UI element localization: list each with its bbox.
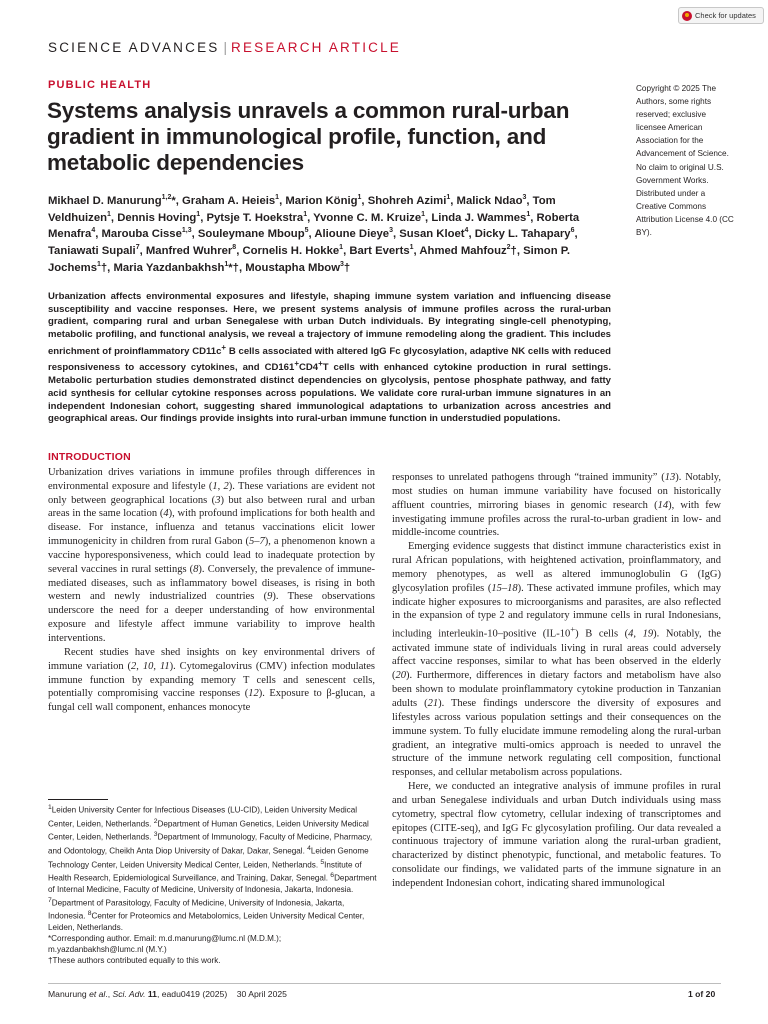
body-paragraph: Here, we conducted an integrative analysis of immune profiles in rural and urban Senegalese individuals and urban Dutch individuals using mass cytometry, spectral flow cytometry, cellular indexing of transcriptomes and epitopes (CITE-seq), and IgG Fc glycosylation profiling. Our data revealed a continuous trajectory of immune variation along the rural-urban gradient, characterized by distinct phenotypic, functional, and metabolic features. To consolidate our findings, we validated parts of the immune signature in an independent Indonesian cohort, indicating shared immunological <box>392 781 721 889</box>
corresponding-author: *Corresponding author. Email: m.d.manurung@lumc.nl (M.D.M.); m.yazdanbakhsh@lumc.nl (M.Y.) <box>48 933 282 954</box>
author-list: Mikhael D. Manurung$^{1,2}$*, Graham A. Heieis$^1$, Marion König$^1$, Shohreh Azimi$^1$, Malick Ndao$^3$, Tom Veldhuizen$^1$, Dennis Hoving$^1$, Pytsje T. Hoekstra$^1$, Yvonne C. M. Kruize$^1$, Linda J. Wammes$^1$, Roberta Menafra$^4$, Marouba Cisse$^{1,3}$, Souleymane Mboup$^5$, Alioune Dieye$^3$, Susan Kloet$^4$, Dicky L. Tahapary$^6$, Taniawati Supali$^7$, Manfred Wuhrer$^8$, Cornelis H. Hokke$^1$, Bart Everts$^1$, Ahmed Mahfouz$^2$†, Simon P. Jochems$^1$†, Maria Yazdanbakhsh$^1$*†, Moustapha Mbow$^3$† <box>48 194 580 274</box>
footer-divider <box>48 983 721 984</box>
body-paragraph: responses to unrelated pathogens through “trained immunity” (13). Notably, most studies on human immune variability have focused on historically affluent countries, mirroring biases in genomic research (14), with few investigating immune profiles across the rural-to-urban gradient in low- and middle-income countries. <box>392 472 722 539</box>
body-paragraph: Emerging evidence suggests that distinct immune characteristics exist in rural African populations, with heightened activation, proinflammatory, and memory phenotypes, as well as altered immunoglobulin G (IgG) glycosylation profiles (15–18). These activated immune profiles, which may indicate higher exposures to microorganisms and parasites, are also reflected in the expansion of type 2 and regulatory immune cells in rural Indonesians, including interleukin-10–positive (IL-10+) B cells (4, 19). Notably, the activated immune state of individuals living in rural areas could adversely affect vaccine responses, similar to what has been observed in the elderly (20). Furthermore, differences in dietary factors and metabolism have also been shown to modulate proinflammatory cytokine production in Tanzanian adults (21). These findings underscore the diversity of exposures and lifestyles across various population settings and their consequences on the immune system. To fully elucidate immune remodeling along the rural-urban gradient, an integrative multi-omics approach is needed to unravel the structure of the immune network regulating cell composition, functional responses, and cellular metabolism across populations. <box>392 541 722 779</box>
equal-contribution-note: †These authors contributed equally to this work. <box>48 955 221 965</box>
footer-citation: Manurung et al., Sci. Adv. 11, eadu0419 (2025) 30 April 2025 <box>48 989 287 999</box>
crossmark-icon <box>682 11 692 21</box>
affiliations: $^1$Leiden University Center for Infectious Diseases (LU-CID), Leiden University Medical Center, Leiden, Netherlands. $^2$Department of Human Genetics, Leiden University Medical Center, Leiden, Netherlands. $^3$Department of Immunology, Faculty of Medicine, Pharmacy, and Odontology, Cheikh Anta Diop University of Dakar, Dakar, Senegal. $^4$Leiden Genome Technology Center, Leiden University Medical Center, Leiden, Netherlands. $^5$Institute of Health Research, Epidemiological Surveillance, and Training, Dakar, Senegal. $^6$Department of Internal Medicine, Faculty of Medicine, University of Indonesia, Jakarta, Indonesia. $^7$Department of Parasitology, Faculty of Medicine, University of Indonesia, Jakarta, Indonesia. $^8$Center for Proteomics and Metabolomics, Leiden University Medical Center, Leiden, Netherlands. <box>48 804 377 932</box>
affiliation-footnotes <box>48 803 378 967</box>
journal-name: SCIENCE ADVANCES <box>48 40 220 55</box>
copyright-notice: Copyright © 2025 The Authors, some rights reserved; exclusive licensee American Association for the Advancement of Science. No claim to original U.S. Government Works. Distributed under a Creative Commons Attribution License 4.0 (CC BY). <box>636 84 734 238</box>
body-paragraph: Urbanization drives variations in immune profiles through differences in environmental exposure and lifestyle (1, 2). These variations are evident not only between geographical locations (3) but also between rural and urban areas in the same location (4), with profound implications for both health and disease. For instance, influenza and tetanus vaccinations elicit lower immunogenicity in children from rural Gabon (5–7), a phenomenon known a vaccine hyporesponsiveness, which could lead to inadequate protection by several vaccines in rural settings (8). Conversely, the prevalence of immune-mediated diseases, such as inflammatory bowel diseases, is rising in both western and newly industrialized countries (9). These observations underscore the need for a deeper understanding of how environmental exposure and lifestyle affect immune variability to improve health interventions. <box>48 466 376 644</box>
body-paragraph: Recent studies have shed insights on key environmental drivers of immune variation (2, 10, 11). Cytomegalovirus (CMV) infection modulates immune function by expanding memory T cells and senescent cells, potentially compromising vaccine responses (12). Exposure to β-glucan, a fungal cell wall component, enhances monocyte <box>48 646 376 714</box>
page-number: 1 of 20 <box>688 989 716 999</box>
footnote-divider <box>48 799 108 800</box>
article-type: RESEARCH ARTICLE <box>231 40 402 55</box>
check-for-updates-label: Check for updates <box>695 11 756 20</box>
body-column-left <box>48 451 375 715</box>
check-for-updates-button[interactable] <box>678 7 764 24</box>
body-column-right <box>392 471 721 891</box>
section-tag: PUBLIC HEALTH <box>48 79 152 91</box>
journal-separator: | <box>223 40 228 55</box>
section-heading: INTRODUCTION <box>48 451 131 463</box>
journal-header <box>48 40 401 55</box>
abstract: Urbanization affects environmental exposures and lifestyle, shaping immune system variation and influencing disease susceptibility and vaccine responses. Here, we present systems analysis of immune profiles across the rural-urban gradient, comparing rural and urban Senegalese with urban Dutch individuals. By integrating single-cell phenotyping, metabolic profiling, and functional analysis, we reveal a trajectory of immune remodeling along the gradient. This includes enrichment of proinflammatory CD11c+ B cells associated with altered IgG Fc glycosylation, adaptive NK cells with reduced responsiveness to accessory cytokines, and CD161+CD4+T cells with enhanced cytokine production in rural settings. Metabolic perturbation studies demonstrated distinct dependencies on glycolysis, pentose phosphate pathway, and fatty acid synthesis for cellular cytokine responses across populations. We validate core rural-urban immune signatures in an independent Indonesian cohort, suggesting shared immunological adaptations to urbanization across ancestries and geographical areas. Our findings provide insights into rural-urban immune function in understudied populations. <box>48 291 612 425</box>
article-title: Systems analysis unravels a common rural-urban gradient in immunological profile, function, and metabolic dependencies <box>47 98 570 175</box>
